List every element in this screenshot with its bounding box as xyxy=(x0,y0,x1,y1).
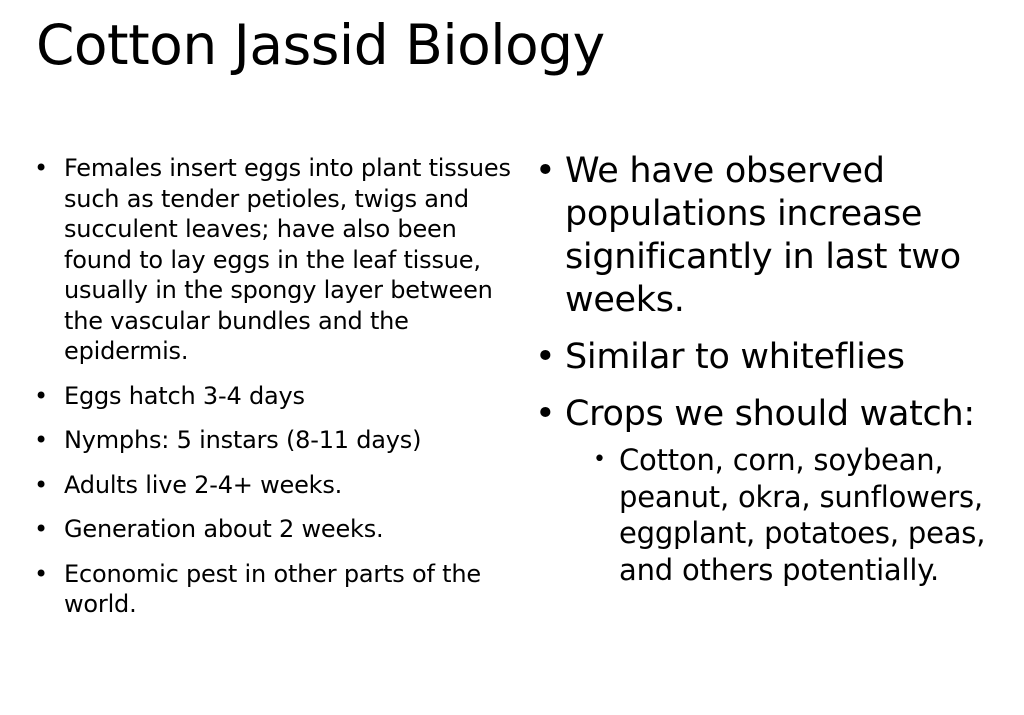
left-bullet-item: • Females insert eggs into plant tissues such as tender petioles, twigs and succulent leaves; have also been found to lay eggs in the leaf tissue, usually in the spongy layer between the vascular bundles and the epidermis. xyxy=(34,153,514,367)
left-bullet-item: • Adults live 2-4+ weeks. xyxy=(34,470,514,501)
left-bullet-list xyxy=(34,153,514,634)
right-bullet-list xyxy=(535,150,1015,602)
right-bullet-item: • Similar to whiteflies xyxy=(535,336,1015,379)
right-bullet-item-crops xyxy=(535,393,1015,588)
crop-sub-list xyxy=(565,442,1015,588)
right-bullet-label: Crops we should watch: xyxy=(565,394,975,434)
left-bullet-item: • Eggs hatch 3-4 days xyxy=(34,381,514,412)
crop-sub-item: • Cotton, corn, soybean, peanut, okra, sunflowers, eggplant, potatoes, peas, and others potentially. xyxy=(593,442,1015,588)
slide-title: Cotton Jassid Biology xyxy=(36,13,605,77)
left-bullet-item: • Economic pest in other parts of the world. xyxy=(34,559,514,620)
right-bullet-item: • We have observed populations increase significantly in last two weeks. xyxy=(535,150,1015,322)
left-bullet-item: • Generation about 2 weeks. xyxy=(34,514,514,545)
left-bullet-item: • Nymphs: 5 instars (8-11 days) xyxy=(34,425,514,456)
